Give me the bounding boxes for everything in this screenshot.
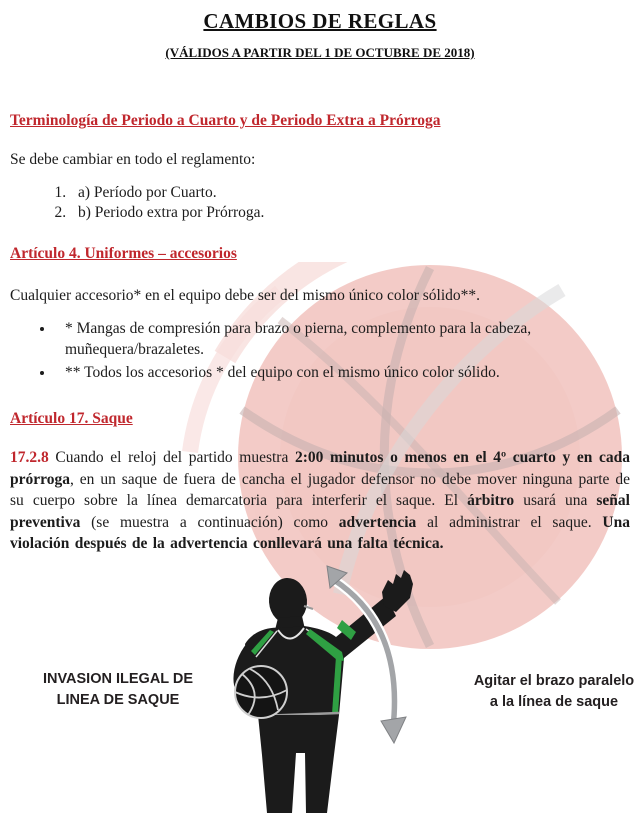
list-item: • * Mangas de compresión para brazo o pierna, complemento para la cabeza, muñequera/brazaletes.: [55, 318, 615, 360]
basketball-icon: [235, 666, 287, 718]
signal-name-line1: INVASION ILEGAL DE: [42, 671, 194, 687]
terminologia-numbered-list: [10, 183, 630, 223]
signal-name-line2: LINEA DE SAQUE: [56, 692, 180, 708]
heading-articulo-4: Artículo 4. Uniformes – accesorios: [10, 245, 237, 262]
articulo-17-paragraph: 17.2.8 Cuando el reloj del partido muestra 2:00 minutos o menos en el 4º cuarto y en cada prórroga, en un saque de fuera de cancha el jugador defensor no debe mover ninguna parte de su cuerpo sobre la línea demarcatoria para interferir el saque. El árbitro usará una señal preventiva (se muestra a continuación) como advertencia al administrar el saque. Una violación después de la advertencia conllevará una falta técnica.: [10, 449, 631, 552]
signal-name-label: [28, 669, 208, 711]
articulo-4-bullet-list: [10, 318, 615, 383]
list-item: • ** Todos los accesorios * del equipo con el mismo único color sólido.: [55, 362, 615, 383]
document-content: [0, 9, 640, 555]
terminologia-intro: Se debe cambiar en todo el reglamento:: [10, 151, 256, 168]
page-subtitle: (VÁLIDOS A PARTIR DEL 1 DE OCTUBRE DE 2018): [165, 45, 475, 60]
signal-description-line1: Agitar el brazo paralelo: [473, 673, 635, 689]
articulo-4-body: Cualquier accesorio* en el equipo debe ser del mismo único color sólido**.: [10, 287, 481, 304]
page-title: CAMBIOS DE REGLAS: [203, 9, 437, 33]
heading-terminologia: Terminología de Periodo a Cuarto y de Periodo Extra a Prórroga: [10, 112, 441, 129]
list-item: 2. b) Periodo extra por Prórroga.: [70, 203, 630, 223]
referee-signal-illustration: [220, 540, 465, 813]
list-item: 1. a) Período por Cuarto.: [70, 183, 630, 203]
signal-description-label: [463, 671, 640, 713]
referee-hand: [382, 570, 413, 612]
heading-articulo-17: Artículo 17. Saque: [10, 410, 133, 427]
signal-description-line2: a la línea de saque: [489, 694, 619, 710]
